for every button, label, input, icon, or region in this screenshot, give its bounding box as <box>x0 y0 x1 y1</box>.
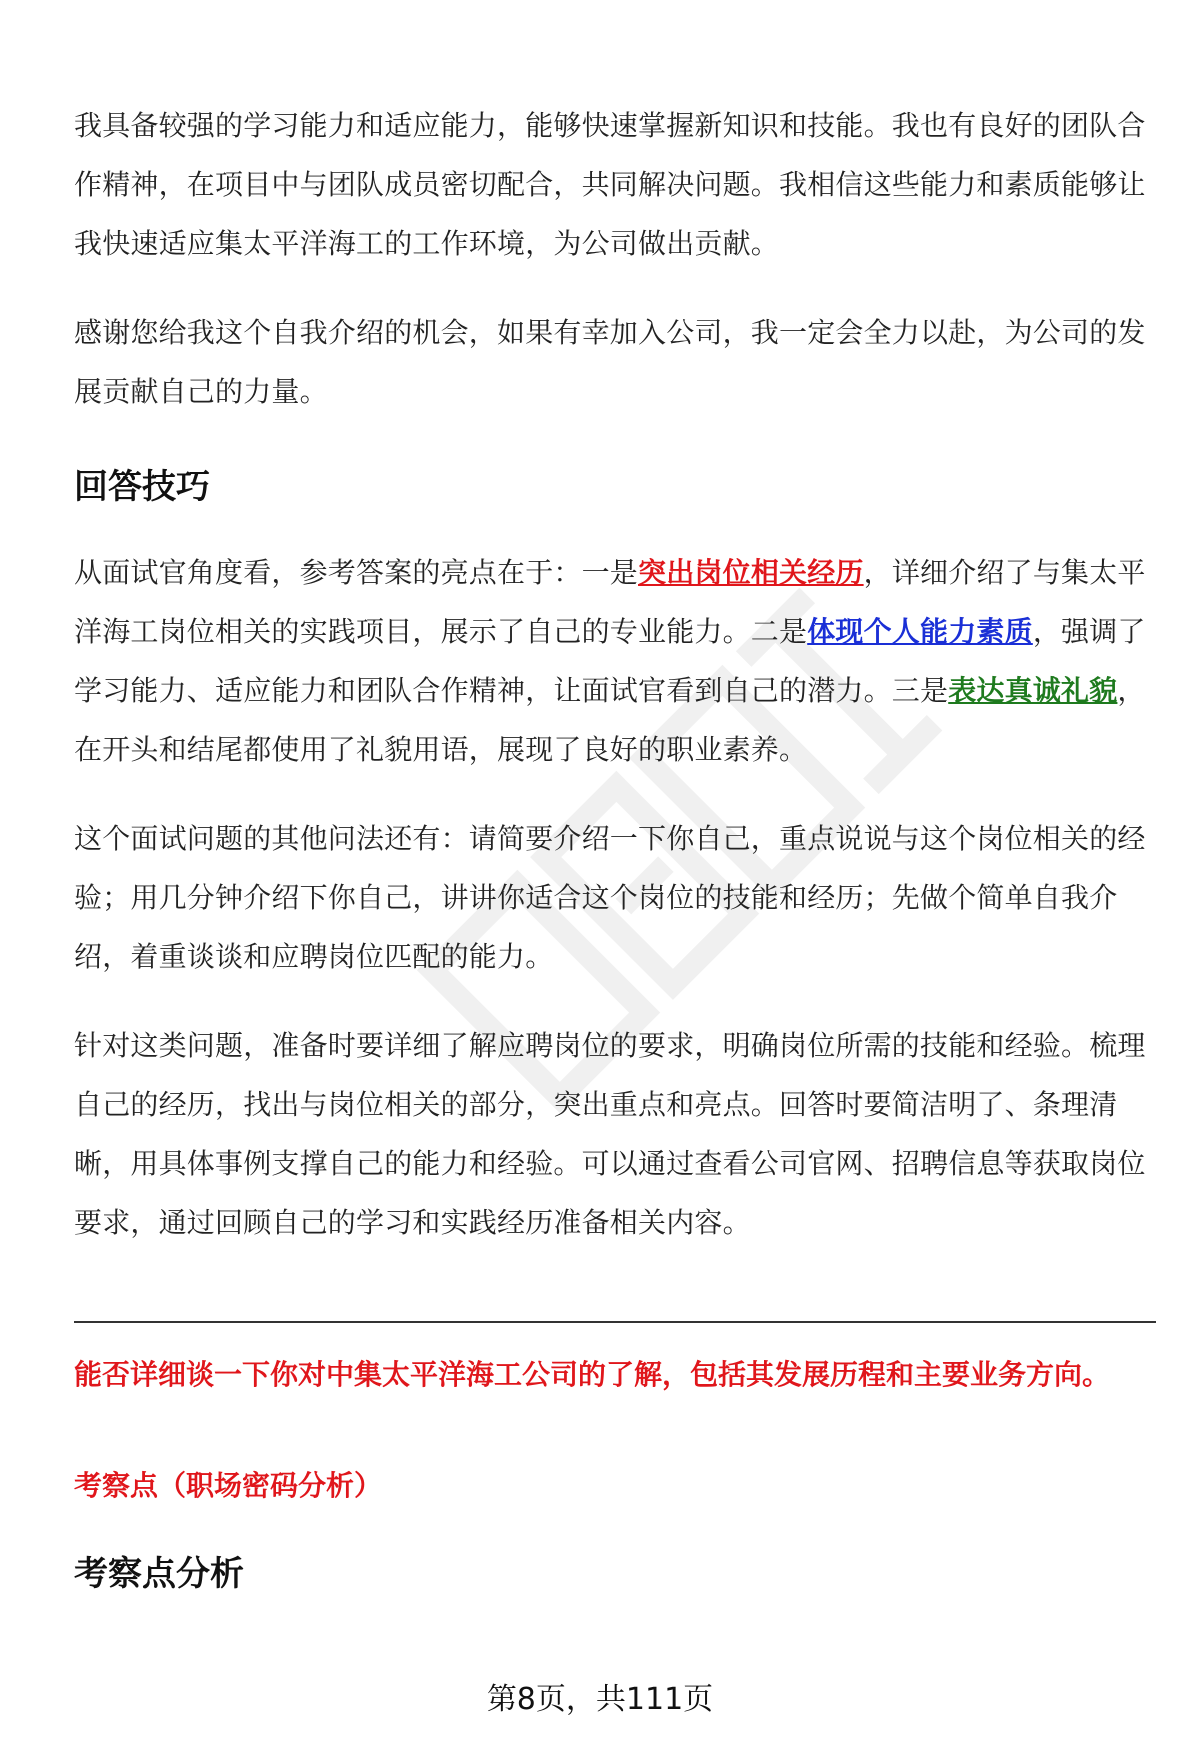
document-body <box>74 96 1156 1282</box>
tip-text-1: 从面试官角度看，参考答案的亮点在于：一是 <box>74 556 639 589</box>
highlight-abilities: 体现个人能力素质 <box>807 615 1033 648</box>
page-number-footer: 第8页，共111页 <box>486 1682 714 1717</box>
tip-text-3: ，强调了学习能力、适应能力和团队合作精神，让面试官看到自己的潜力。三是 <box>74 615 1146 707</box>
paragraph-other-asks: 这个面试问题的其他问法还有：请简要介绍一下你自己，重点说说与这个岗位相关的经验；用几分钟介绍下你自己，讲讲你适合这个岗位的技能和经历；先做个简单自我介绍，着重谈谈和应聘岗位匹配的能力。 <box>74 822 1146 973</box>
analysis-heading: 考察点分析 <box>74 1554 244 1594</box>
section-divider <box>74 1321 1156 1323</box>
tip-text-4: ，在开头和结尾都使用了礼貌用语，展现了良好的职业素养。 <box>74 674 1146 766</box>
highlight-courtesy: 表达真诚礼貌 <box>948 674 1118 707</box>
next-question-title: 能否详细谈一下你对中集太平洋海工公司的了解，包括其发展历程和主要业务方向。 <box>74 1358 1111 1391</box>
section-heading-tips: 回答技巧 <box>74 467 210 507</box>
exam-point-label: 考察点（职场密码分析） <box>74 1469 383 1502</box>
paragraph-thanks: 感谢您给我这个自我介绍的机会，如果有幸加入公司，我一定会全力以赴，为公司的发展贡献自己的力量。 <box>74 316 1146 408</box>
highlight-experience: 突出岗位相关经历 <box>638 556 864 589</box>
paragraph-tips-highlights <box>74 543 1156 779</box>
paragraph-prep-advice: 针对这类问题，准备时要详细了解应聘岗位的要求，明确岗位所需的技能和经验。梳理自己的经历，找出与岗位相关的部分，突出重点和亮点。回答时要简洁明了、条理清晰，用具体事例支撑自己的能力和经验。可以通过查看公司官网、招聘信息等获取岗位要求，通过回顾自己的学习和实践经历准备相关内容。 <box>74 1029 1146 1239</box>
tip-text-2: ，详细介绍了与集太平洋海工岗位相关的实践项目，展示了自己的专业能力。二是 <box>74 556 1146 648</box>
paragraph-abilities: 我具备较强的学习能力和适应能力，能够快速掌握新知识和技能。我也有良好的团队合作精神，在项目中与团队成员密切配合，共同解决问题。我相信这些能力和素质能够让我快速适应集太平洋海工的工作环境，为公司做出贡献。 <box>74 109 1146 260</box>
